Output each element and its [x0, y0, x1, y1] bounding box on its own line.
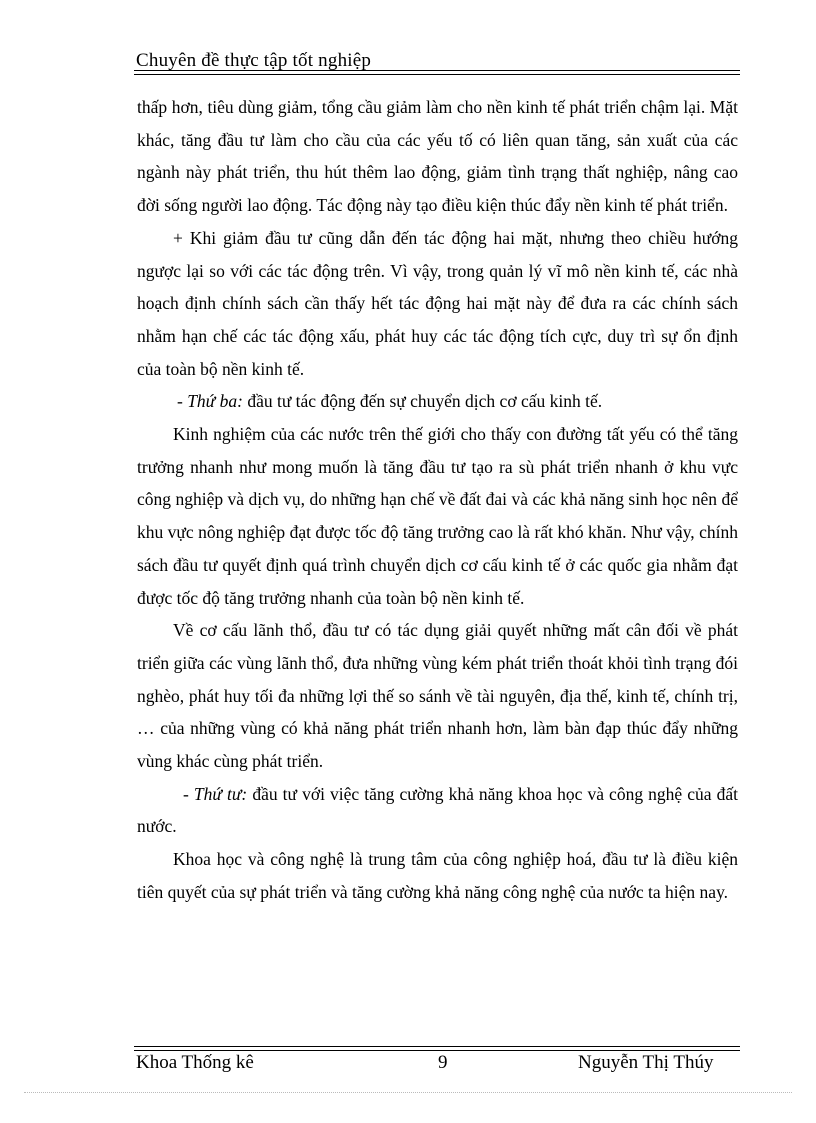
paragraph-lead-text: đầu tư với việc tăng cường khả năng khoa học và công nghệ của đất nước. [137, 783, 738, 837]
page-header-title: Chuyên đề thực tập tốt nghiệp [136, 50, 372, 71]
footer-divider [134, 1046, 740, 1051]
paragraph-lead-italic: - Thứ tư: [183, 783, 248, 804]
page-edge-dotted-line [24, 1092, 792, 1093]
paragraph: Kinh nghiệm của các nước trên thế giới cho thấy con đường tất yếu có thể tăng trưởng nhanh như mong muốn là tăng đầu tư tạo ra sù phát triển nhanh ở khu vực công nghiệp và dịch vụ, do những hạn chế về đất đai và các khả năng sinh học nên để khu vực nông nghiệp đạt được tốc độ tăng trưởng cao là rất khó khăn. Như vậy, chính sách đầu tư quyết định quá trình chuyển dịch cơ cấu kinh tế ở các quốc gia nhằm đạt được tốc độ tăng trưởng nhanh của toàn bộ nền kinh tế. [137, 424, 738, 608]
footer-author: Nguyễn Thị Thúy [578, 1052, 714, 1073]
footer-department: Khoa Thống kê [136, 1052, 254, 1073]
page-number: 9 [438, 1052, 448, 1073]
paragraph: Về cơ cấu lãnh thổ, đầu tư có tác dụng giải quyết những mất cân đối về phát triển giữa các vùng lãnh thổ, đưa những vùng kém phát triển thoát khỏi tình trạng đói nghèo, phát huy tối đa những lợi thế so sánh về tài nguyên, địa thế, kinh tế, chính trị, … của những vùng có khả năng phát triển nhanh hơn, làm bàn đạp thúc đẩy những vùng khác cùng phát triển. [137, 620, 738, 772]
paragraph: Khoa học và công nghệ là trung tâm của công nghiệp hoá, đầu tư là điều kiện tiên quyết của sự phát triển và tăng cường khả năng công nghệ của nước ta hiện nay. [137, 849, 738, 902]
paragraph: thấp hơn, tiêu dùng giảm, tổng cầu giảm làm cho nền kinh tế phát triển chậm lại. Mặt khác, tăng đầu tư làm cho cầu của các yếu tố có liên quan tăng, sản xuất của các ngành này phát triển, thu hút thêm lao động, giảm tình trạng thất nghiệp, nâng cao đời sống người lao động. Tác động này tạo điều kiện thúc đẩy nền kinh tế phát triển. [137, 97, 738, 216]
paragraph: + Khi giảm đầu tư cũng dẫn đến tác động hai mặt, nhưng theo chiều hướng ngược lại so với các tác động trên. Vì vậy, trong quản lý vĩ mô nền kinh tế, các nhà hoạch định chính sách cần thấy hết tác động hai mặt này để đưa ra các chính sách nhằm hạn chế các tác động xấu, phát huy các tác động tích cực, duy trì sự ổn định của toàn bộ nền kinh tế. [137, 227, 738, 379]
paragraph-lead-text: đầu tư tác động đến sự chuyển dịch cơ cấu kinh tế. [242, 391, 603, 412]
paragraph-thu-tu [137, 778, 738, 843]
paragraph-lead-italic: - Thứ ba: [177, 391, 243, 412]
paragraph-thu-ba [137, 385, 738, 418]
document-body [137, 91, 738, 909]
header-divider [134, 70, 740, 75]
